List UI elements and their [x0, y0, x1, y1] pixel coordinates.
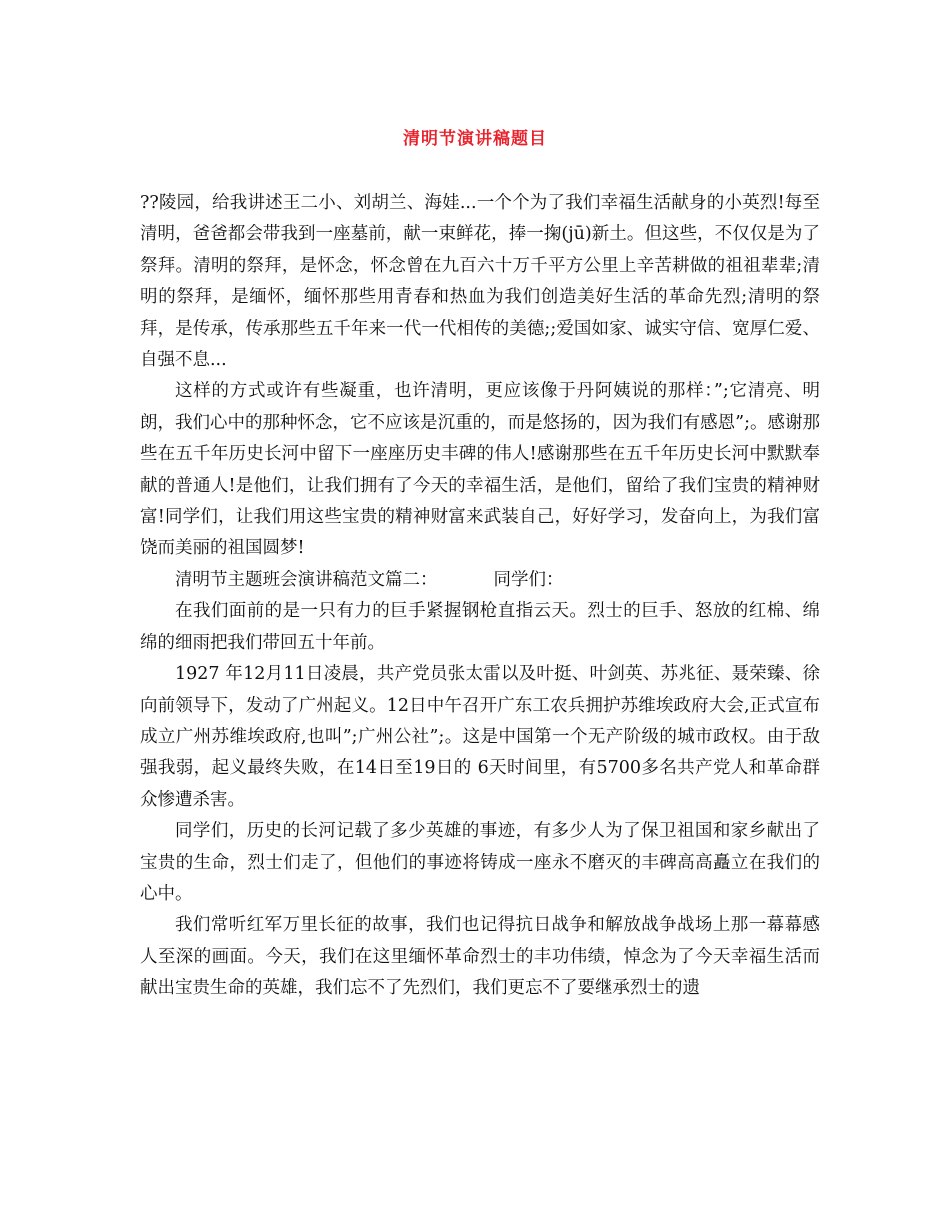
paragraph-6: 我们常听红军万里长征的故事，我们也记得抗日战争和解放战争战场上那一幕幕感人至深的画面。今天，我们在这里缅怀革命烈士的丰功伟绩，悼念为了今天幸福生活而献出宝贵生命的英雄，我们忘不了先烈们，我们更忘不了要继承烈士的遗: [140, 915, 820, 999]
document-title: 清明节演讲稿题目: [403, 129, 547, 149]
paragraph-1: ??陵园，给我讲述王二小、刘胡兰、海娃...一个个为了我们幸福生活献身的小英烈!每至清明，爸爸都会带我到一座墓前，献一束鲜花，捧一掬(jū)新土。但这些，不仅仅是为了祭拜。清明的祭拜，是怀念，怀念曾在九百六十万千平方公里上辛苦耕做的祖祖辈辈;清明的祭拜，是缅怀，缅怀那些用青春和热血为我们创造美好生活的革命先烈;清明的祭拜，是传承，传承那些五千年来一代一代相传的美德;;爱国如家、诚实守信、宽厚仁爱、自强不息...: [140, 193, 820, 371]
paragraph-5: 同学们，历史的长河记载了多少英雄的事迹，有多少人为了保卫祖国和家乡献出了宝贵的生命，烈士们走了，但他们的事迹将铸成一座永不磨灭的丰碑高高矗立在我们的心中。: [140, 821, 820, 904]
document-body: [140, 188, 820, 1005]
paragraph-2: 这样的方式或许有些凝重，也许清明，更应该像于丹阿姨说的那样：”;它清亮、明朗，我们心中的那种怀念，它不应该是沉重的，而是悠扬的，因为我们有感恩”;。感谢那些在五千年历史长河中留下一座座历史丰碑的伟人!感谢那些在五千年历史长河中默默奉献的普通人!是他们，让我们拥有了今天的幸福生活，是他们，留给了我们宝贵的精神财富!同学们，让我们用这些宝贵的精神财富来武装自己，好好学习，发奋向上，为我们富饶而美丽的祖国圆梦!: [140, 381, 820, 559]
section-heading-line: [140, 565, 820, 596]
salutation: 同学们：: [493, 569, 564, 590]
paragraph-3: 在我们面前的是一只有力的巨手紧握钢枪直指云天。烈士的巨手、怒放的红棉、绵绵的细雨把我们带回五十年前。: [140, 601, 820, 653]
paragraph-4: 1927 年12月11日凌晨，共产党员张太雷以及叶挺、叶剑英、苏兆征、聂荣臻、徐向前领导下，发动了广州起义。12日中午召开广东工农兵拥护苏维埃政府大会,正式宣布成立广州苏维埃政府,也叫”;广州公社”;。这是中国第一个无产阶级的城市政权。由于敌强我弱，起义最终失败，在14日至19日的 6天时间里，有5700多名共产党人和革命群众惨遭杀害。: [140, 664, 820, 810]
section-heading: 清明节主题班会演讲稿范文篇二：: [175, 569, 438, 590]
